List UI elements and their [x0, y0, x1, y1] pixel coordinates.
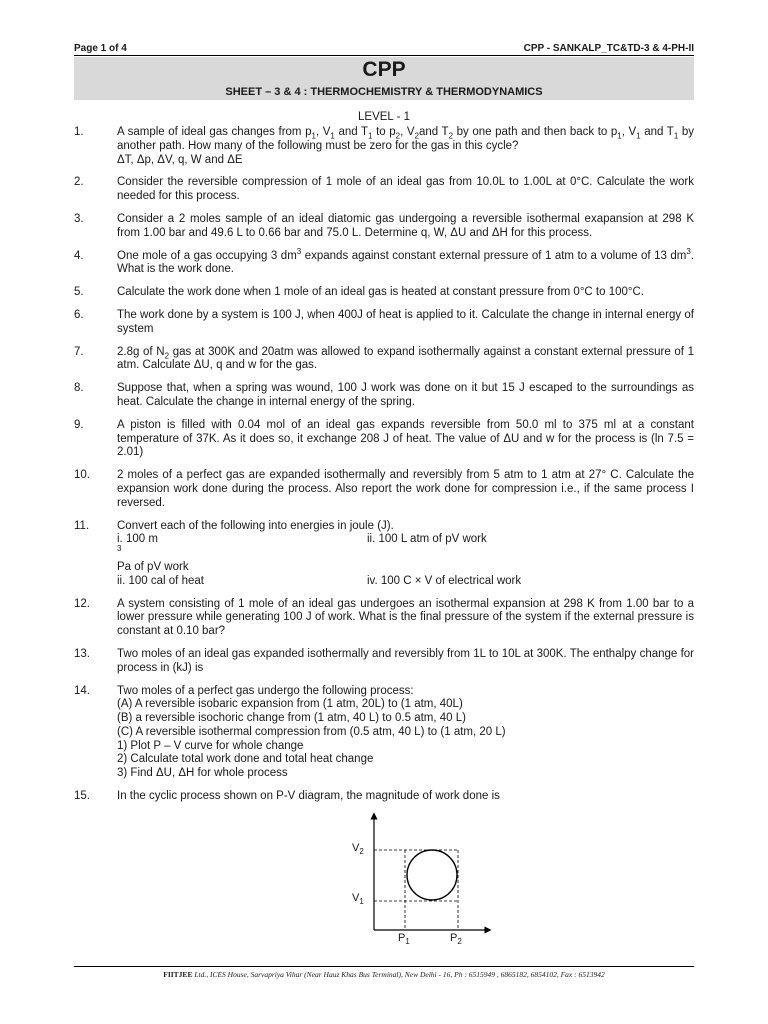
question-number: 3.	[74, 212, 84, 225]
question-5	[74, 286, 694, 300]
question-2	[74, 176, 694, 204]
question-4	[74, 246, 694, 278]
question-15	[74, 790, 694, 946]
question-8	[74, 382, 694, 410]
question-text: A sample of ideal gas changes from $p_1$, $V_1$ and $T_1$ to $p_2$, $V_2and$ $T_2$ by one path and then back to $p_1$, $V_1$ and $T_1$ by another path. How many of the following must be zero for the gas in this cycle?	[117, 126, 694, 152]
question-number: 9.	[74, 418, 84, 431]
question-number: 5.	[74, 286, 84, 299]
question-9	[74, 419, 694, 460]
v1-label: $V_1$	[352, 891, 364, 907]
process-line: (B) a reversible isochoric change from (1 atm, 40 L) to 0.5 atm, 40 L)	[117, 712, 466, 725]
question-list	[74, 126, 694, 955]
question-text: In the cyclic process shown on P-V diagram, the magnitude of work done is	[117, 790, 500, 803]
option-i: i. 100 m $^3$ Pa of pV work	[117, 533, 189, 573]
level-heading: LEVEL - 1	[358, 111, 410, 123]
footer-address: Ltd., ICES House, Sarvapriya Vihar (Near Hauz Khas Bus Terminal), New Delhi - 16, Ph : 6515949 , 6865182, 6854102, Fax : 6513942	[192, 970, 605, 979]
question-text: A piston is filled with 0.04 mol of an ideal gas expands reversible from 50.0 ml to 375 ml at a constant temperature of 37K. As it does so, it exchange 208 J of heat. The value of ΔU and w for the process is (ln 7.5 = 2.01)	[117, 418, 694, 459]
page-footer	[74, 970, 694, 979]
question-body	[117, 126, 694, 167]
question-text: Convert each of the following into energies in joule (J).	[117, 519, 394, 532]
document-code: CPP - SANKALP_TC&TD-3 & 4-PH-II	[523, 43, 694, 54]
question-14	[74, 685, 694, 782]
v2-label: $V_2$	[352, 841, 364, 857]
question-text: Calculate the work done when 1 mole of an ideal gas is heated at constant pressure from 0°C to 100°C.	[117, 286, 644, 299]
question-13	[74, 648, 694, 676]
document-title: CPP	[362, 58, 406, 81]
sheet-title: SHEET – 3 & 4 : THERMOCHEMISTRY & THERMODYNAMICS	[225, 86, 543, 98]
process-line: (C) A reversible isothermal compression from (0.5 atm, 40 L) to (1 atm, 20 L)	[117, 725, 506, 738]
question-number: 11.	[74, 519, 90, 532]
question-number: 13.	[74, 647, 90, 660]
question-text: Two moles of an ideal gas expanded isothermally and reversibly from 1L to 10L at 300K. The enthalpy change for process in (kJ) is	[117, 647, 694, 674]
question-text: Suppose that, when a spring was wound, 100 J work was done on it but 15 J escaped to the surroundings as heat. Calculate the change in internal energy of the spring.	[117, 382, 694, 408]
task-line: 2) Calculate total work done and total heat change	[117, 753, 374, 766]
task-line: 1) Plot P – V curve for whole change	[117, 739, 304, 752]
question-number: 1.	[74, 126, 84, 138]
option-iv: iv. 100 C × V of electrical work	[367, 574, 522, 587]
question-12	[74, 598, 694, 639]
question-3	[74, 213, 694, 241]
question-number: 2.	[74, 176, 84, 189]
question-body	[117, 790, 694, 946]
question-body	[117, 685, 694, 782]
p2-label: $P_2$	[450, 931, 462, 947]
question-text: Consider a 2 moles sample of an ideal diatomic gas undergoing a reversible isothermal exapansion at 298 K from 1.00 bar and 49.6 L to 0.66 bar and 75.0 L. Determine q, W, ΔU and ΔH for this process.	[117, 212, 694, 239]
question-10	[74, 469, 694, 510]
page-number: Page 1 of 4	[74, 43, 127, 54]
question-7	[74, 346, 694, 374]
question-number: 10.	[74, 469, 90, 482]
option-row	[117, 575, 694, 589]
page-header	[74, 43, 694, 54]
cycle-circle	[407, 850, 457, 900]
quantity-list: ΔT, Δp, ΔV, q, W and ΔE	[117, 153, 243, 166]
p1-label: $P_1$	[398, 931, 410, 947]
question-text: 2.8g of $N_2$ gas at 300K and 20atm was allowed to expand isothermally against a constant external pressure of 1 atm. Calculate ΔU, q and w for the gas.	[117, 345, 695, 372]
question-text: Two moles of a perfect gas undergo the following process:	[117, 684, 414, 697]
question-body	[117, 520, 694, 589]
question-text: A system consisting of 1 mole of an ideal gas undergoes an isothermal expansion at 298 K from 1.00 bar to a lower pressure while generating 100 J of work. What is the final pressure of the system if the external pressure is constant at 0.10 bar?	[117, 597, 694, 638]
question-number: 12.	[74, 597, 90, 610]
title-banner	[74, 57, 694, 100]
question-text: Consider the reversible compression of 1 mole of an ideal gas from 10.0L to 1.00L at 0°C. Calculate the work needed for this process.	[117, 176, 694, 203]
question-text: The work done by a system is 100 J, when 400J of heat is applied to it. Calculate the change in internal energy of system	[117, 308, 694, 335]
question-number: 15.	[74, 790, 90, 803]
footer-brand: FIITJEE	[163, 970, 193, 979]
pv-diagram-graphic	[352, 806, 492, 946]
question-number: 8.	[74, 382, 84, 395]
option-iii: ii. 100 cal of heat	[117, 574, 204, 587]
footer-divider	[74, 966, 694, 967]
question-11	[74, 520, 694, 589]
question-text: One mole of a gas occupying 3 $dm^3$ expands against constant external pressure of 1 atm to a volume of 13 $dm^3$. What is the work done.	[117, 246, 694, 276]
task-line: 3) Find ΔU, ΔH for whole process	[117, 767, 288, 780]
option-ii: ii. 100 L atm of pV work	[367, 533, 487, 546]
process-line: (A) A reversible isobaric expansion from (1 atm, 20L) to (1 atm, 40L)	[117, 698, 463, 711]
header-divider	[74, 55, 694, 56]
question-number: 6.	[74, 308, 84, 321]
question-number: 7.	[74, 345, 84, 358]
option-row	[117, 533, 694, 574]
question-number: 14.	[74, 684, 90, 697]
question-text: 2 moles of a perfect gas are expanded isothermally and reversibly from 5 atm to 1 atm at 27° C. Calculate the expansion work done during the process. Also report the work done for compression i.e., if the same process I reversed.	[117, 469, 694, 509]
question-6	[74, 309, 694, 337]
question-1	[74, 126, 694, 167]
pv-diagram	[352, 806, 492, 946]
question-number: 4.	[74, 249, 84, 262]
